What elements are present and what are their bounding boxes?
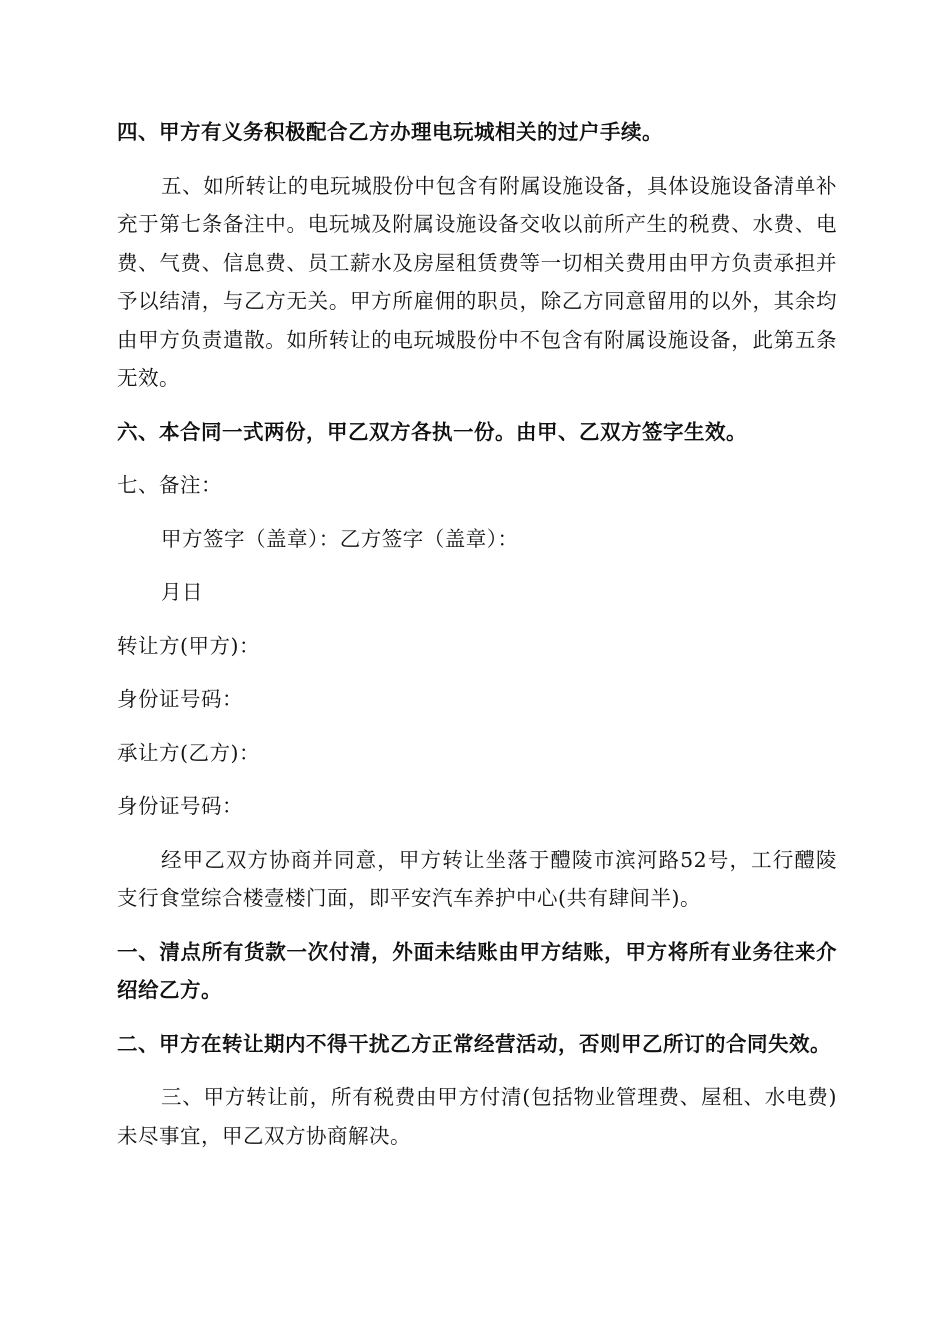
transferor-line: 转让方(甲方)： xyxy=(117,633,260,658)
clause-4: 四、甲方有义务积极配合乙方办理电玩城相关的过户手续。 xyxy=(117,120,663,144)
clause-6: 六、本合同一式两份，甲乙双方各执一份。由甲、乙双方签字生效。 xyxy=(117,419,747,444)
clause-2: 二、甲方在转让期内不得干扰乙方正常经营活动，否则甲乙所订的合同失效。 xyxy=(117,1031,831,1056)
transferor-id-line: 身份证号码： xyxy=(117,687,243,711)
clause-5: 五、如所转让的电玩城股份中包含有附属设施设备，具体设施设备清单补充于第七条备注中。电玩城及附属设施设备交收以前所产生的税费、水费、电费、气费、信息费、员工薪水及房屋租赁费等一切相关费用由甲方负责承担并予以结清，与乙方无关。甲方所雇佣的职员，除乙方同意留用的以外，其余均由甲方负责遣散。如所转让的电玩城股份中不包含有附属设施设备，此第五条无效。 xyxy=(117,173,837,390)
agreement-intro: 经甲乙双方协商并同意，甲方转让坐落于醴陵市滨河路52号，工行醴陵支行食堂综合楼壹楼门面，即平安汽车养护中心(共有肆间半)。 xyxy=(117,847,837,910)
clause-7-remarks: 七、备注： xyxy=(117,473,222,497)
transferee-id-line: 身份证号码： xyxy=(117,794,243,818)
transferee-line: 承让方(乙方)： xyxy=(117,740,260,765)
clause-3: 三、甲方转让前，所有税费由甲方付清(包括物业管理费、屋租、水电费)未尽事宜，甲乙双方协商解决。 xyxy=(117,1085,837,1148)
document-body xyxy=(117,113,837,1155)
clause-1: 一、清点所有货款一次付清，外面未结账由甲方结账，甲方将所有业务往来介绍给乙方。 xyxy=(117,939,837,1002)
date-line: 月日 xyxy=(161,580,203,604)
signature-line: 甲方签字（盖章）：乙方签字（盖章）： xyxy=(161,526,519,551)
